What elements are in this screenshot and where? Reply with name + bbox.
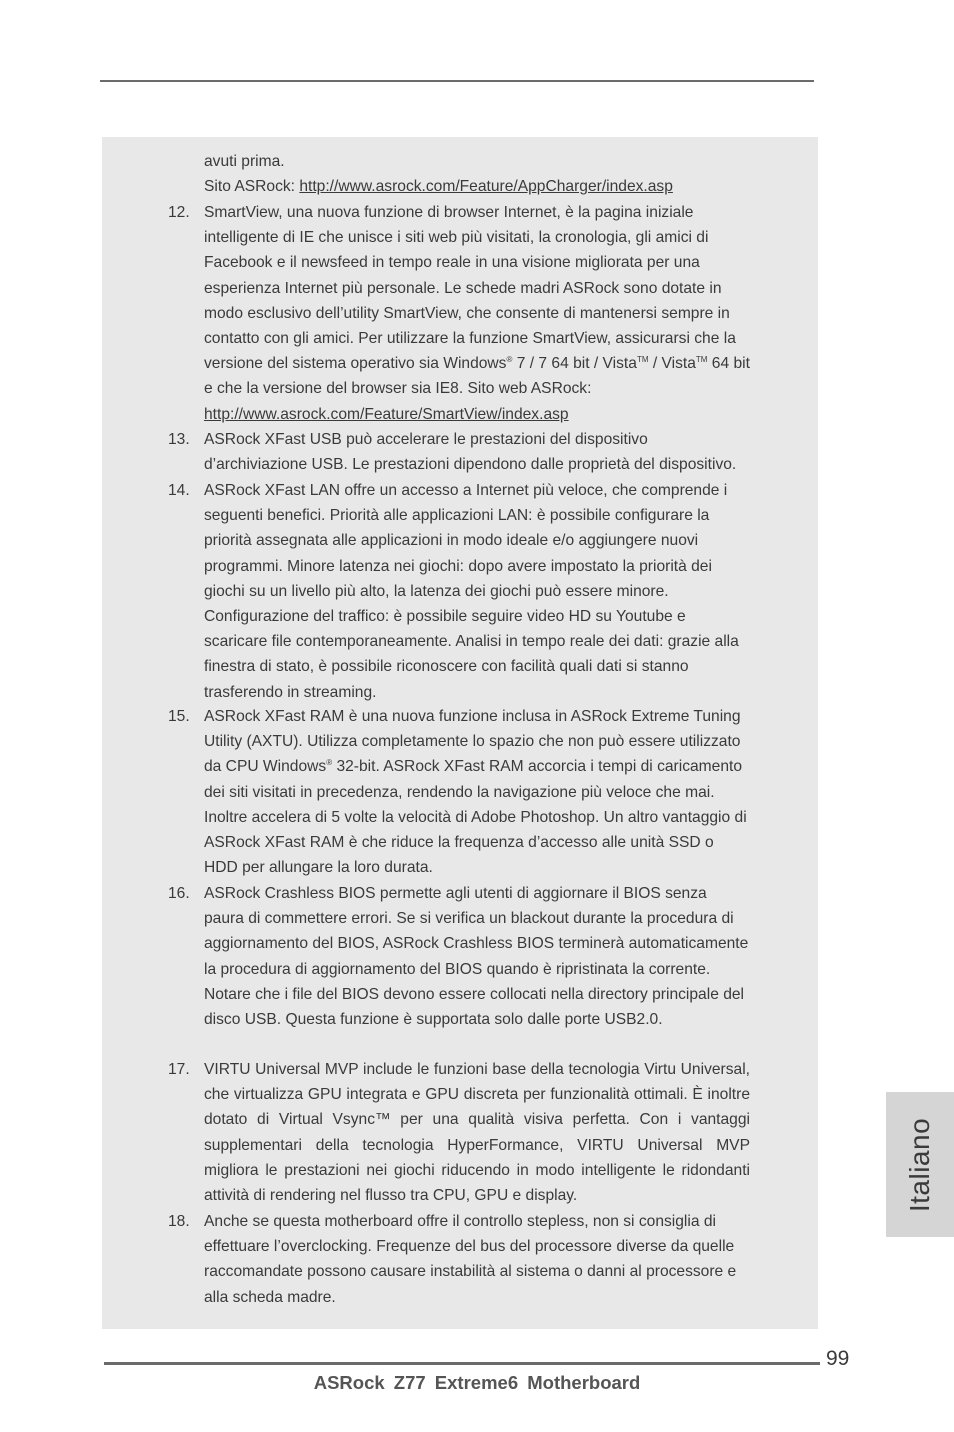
bottom-rule (104, 1362, 820, 1365)
language-side-tab (886, 1092, 954, 1237)
item-text: VIRTU Universal MVP include le funzioni base della tecnologia Virtu Universal, che virtualizza GPU integrata e GPU discreta per funzionalità ottimali. È inoltre dotato di Virtual Vsync™ per una qualità visiva perfetta. Con i vantaggi supplementari della tecnologia HyperFormance, VIRTU Universal MVP migliora le prestazioni nei giochi riducendo in modo intelligente le ridondanti attività di rendering nel flusso tra CPU, GPU e display. (204, 1061, 750, 1205)
item-number: 17. (168, 1061, 190, 1078)
item-number: 12. (168, 204, 190, 221)
smartview-link[interactable]: http://www.asrock.com/Feature/SmartView/index.asp (204, 405, 569, 423)
language-label: Italiano (904, 1117, 935, 1212)
item-number: 15. (168, 708, 190, 725)
content-box (102, 137, 818, 1329)
item-text: ASRock XFast USB può accelerare le prestazioni del dispositivo d’archiviazione USB. Le prestazioni dipendono dalle proprietà del dispositivo. (204, 431, 737, 474)
item-text: ASRock XFast LAN offre un accesso a Internet più veloce, che comprende i seguenti benefici. Priorità alle applicazioni LAN: è possibile configurare la priorità assegnata alle applicazioni in modo ideale e/o aggiungere nuovi programmi. Minore latenza nei giochi: dopo avere impostato la priorità dei giochi su un livello più alto, la latenza dei giochi può essere minore. Configurazione del traffico: è possibile seguire video HD su Youtube e scaricare file contemporaneamente. Analisi in tempo reale dei dati: grazie alla finestra di stato, è possibile riconoscere con facilità quali dati si stanno trasferendo in streaming. (204, 482, 739, 701)
item-text: ASRock XFast RAM è una nuova funzione inclusa in ASRock Extreme Tuning Utility (AXTU). Utilizza completamente lo spazio che non può essere utilizzato da CPU Windows® 32-bit. ASRock XFast RAM accorcia i tempi di caricamento dei siti visitati in precedenza, rendendo la navigazione più veloce che mai. Inoltre accelera di 5 volte la velocità di Adobe Photoshop. Un altro vantaggio di ASRock XFast RAM è che riduce la frequenza d’accesso alle unità SSD o HDD per allungare la loro durata. (204, 708, 747, 877)
item-number: 13. (168, 431, 190, 448)
item-number: 16. (168, 885, 190, 902)
item-text: ASRock Crashless BIOS permette agli utenti di aggiornare il BIOS senza paura di commettere errori. Se si verifica un blackout durante la procedura di aggiornamento del BIOS, ASRock Crashless BIOS terminerà automaticamente la procedura di aggiornamento del BIOS quando è ripristinata la corrente. Notare che i file del BIOS devono essere collocati nella directory principale del disco USB. Questa funzione è supportata solo dalle porte USB2.0. (204, 885, 749, 1029)
footer-title: ASRock Z77 Extreme6 Motherboard (313, 1372, 641, 1393)
item-number: 14. (168, 482, 190, 499)
item-text: SmartView, una nuova funzione di browser Internet, è la pagina iniziale intelligente di IE che unisce i siti web più visitati, la cronologia, gli amici di Facebook e il newsfeed in tempo reale in una visione migliorata per una esperienza Internet più personale. Le schede madri ASRock sono dotate in modo esclusivo dell’utility SmartView, che consente di mantenersi sempre in contatto con gli amici. Per utilizzare la funzione SmartView, assicurarsi che la versione del sistema operativo sia Windows® 7 / 7 64 bit / Vista™ / Vista™ 64 bit e che la versione del browser sia IE8. Sito web ASRock: http://www.asrock.com/Feature/SmartView/index.asp (204, 204, 750, 423)
page-number: 99 (826, 1347, 850, 1370)
appcharger-site-line: Sito ASRock: http://www.asrock.com/Feature/AppCharger/index.asp (204, 178, 673, 195)
top-rule (100, 80, 814, 82)
intro-line: avuti prima. (204, 153, 285, 170)
appcharger-link[interactable]: http://www.asrock.com/Feature/AppCharger/index.asp (299, 178, 673, 195)
item-text: Anche se questa motherboard offre il controllo stepless, non si consiglia di effettuare l’overclocking. Frequenze del bus del processore diverse da quelle raccomandate possono causare instabilità al sistema o danni al processore e alla scheda madre. (204, 1213, 737, 1306)
item-number: 18. (168, 1213, 190, 1230)
